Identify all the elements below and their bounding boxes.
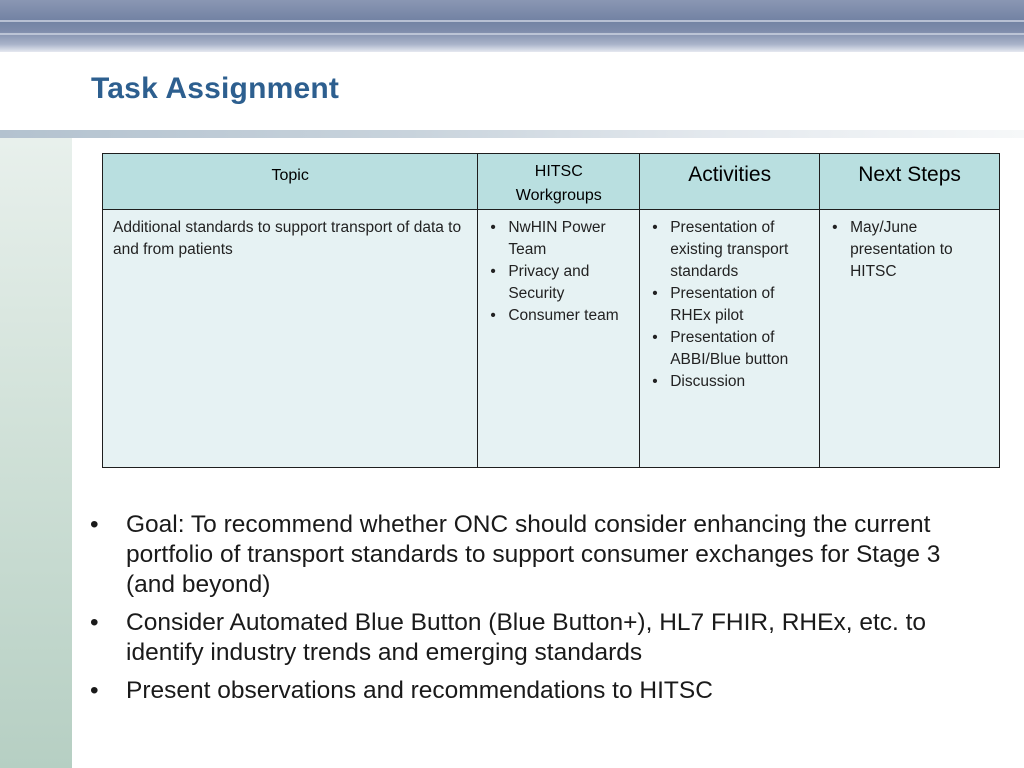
cell-next-steps xyxy=(820,210,1000,468)
table-header-row xyxy=(103,154,1000,210)
list-item-text: NwHIN Power Team xyxy=(508,219,606,258)
list-item xyxy=(488,261,631,305)
list-item xyxy=(488,305,631,327)
bullet-glyph: • xyxy=(90,609,99,636)
bullet-glyph: • xyxy=(490,307,496,324)
list-item-text: Privacy and Security xyxy=(508,263,590,302)
header-activities: Activities xyxy=(640,154,820,210)
goal-item xyxy=(86,676,996,706)
list-item-text: Presentation of RHEx pilot xyxy=(670,285,775,324)
list-item-text: Discussion xyxy=(670,373,746,390)
cell-workgroups xyxy=(478,210,640,468)
header-workgroups-line1: HITSC xyxy=(534,163,583,180)
bullet-glyph: • xyxy=(652,329,658,346)
list-item xyxy=(830,217,991,283)
header-next-steps: Next Steps xyxy=(820,154,1000,210)
list-item xyxy=(488,217,631,261)
list-item-text: Consumer team xyxy=(508,307,619,324)
slide-title: Task Assignment xyxy=(91,72,340,105)
bullet-glyph: • xyxy=(652,219,658,236)
workgroups-list xyxy=(488,217,631,327)
list-item-text: Presentation of ABBI/Blue button xyxy=(670,329,789,368)
top-banner xyxy=(0,0,1024,52)
list-item xyxy=(650,371,811,393)
list-item xyxy=(650,327,811,371)
list-item-text: Presentation of existing transport standards xyxy=(670,219,789,280)
bullet-glyph: • xyxy=(90,677,99,704)
goal-item xyxy=(86,608,996,668)
goal-text: Consider Automated Blue Button (Blue Button+), HL7 FHIR, RHEx, etc. to identify industry trends and emerging standards xyxy=(126,609,927,666)
table-row xyxy=(103,210,1000,468)
header-workgroups-line2: Workgroups xyxy=(515,187,602,204)
task-table xyxy=(102,153,1000,468)
bullet-glyph: • xyxy=(490,219,496,236)
bullet-glyph: • xyxy=(490,263,496,280)
goals-list xyxy=(86,510,996,714)
list-item-text: May/June presentation to HITSC xyxy=(850,219,953,280)
banner-stripe xyxy=(0,20,1024,22)
bullet-glyph: • xyxy=(90,511,99,538)
goal-text: Present observations and recommendations to HITSC xyxy=(126,677,713,704)
bullet-glyph: • xyxy=(652,373,658,390)
next-steps-list xyxy=(830,217,991,283)
header-topic: Topic xyxy=(103,154,478,210)
header-workgroups xyxy=(478,154,640,210)
left-decorative-strip xyxy=(0,138,72,768)
list-item xyxy=(650,283,811,327)
cell-activities xyxy=(640,210,820,468)
banner-stripe xyxy=(0,33,1024,35)
activities-list xyxy=(650,217,811,393)
list-item xyxy=(650,217,811,283)
bullet-glyph: • xyxy=(832,219,838,236)
title-rule xyxy=(0,130,1024,138)
goal-item xyxy=(86,510,996,600)
bullet-glyph: • xyxy=(652,285,658,302)
cell-topic: Additional standards to support transport of data to and from patients xyxy=(103,210,478,468)
goal-text: Goal: To recommend whether ONC should consider enhancing the current portfolio of transport standards to support consumer exchanges for Stage 3 (and beyond) xyxy=(126,511,941,598)
